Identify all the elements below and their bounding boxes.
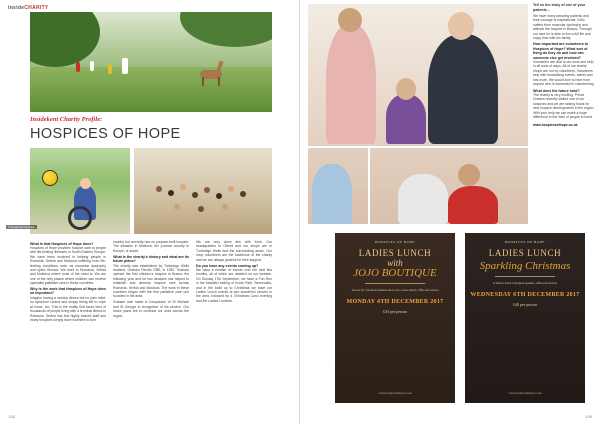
poster-info: Join us for a fabulous fashion show, two course lunch, raffle and auction bbox=[351, 288, 439, 292]
person-head bbox=[204, 187, 210, 193]
tree-shape bbox=[30, 12, 100, 67]
section-label: insideCHARITY bbox=[8, 5, 49, 11]
wheelchair-wheel bbox=[68, 206, 92, 230]
patient-head bbox=[458, 164, 480, 186]
deer-leg bbox=[218, 77, 220, 86]
answer-paragraph: country but currently has no purpose-built hospice. The situation in Moldova, the poorest country in Europe, is worse. bbox=[113, 240, 189, 253]
man-head bbox=[448, 12, 474, 40]
poster-logo: HOSPICES OF HOPE bbox=[375, 240, 415, 244]
tree-shape bbox=[180, 12, 272, 47]
question-heading: What is the charity's history and what are its future plans? bbox=[113, 254, 189, 264]
child-head bbox=[396, 78, 416, 100]
website-link[interactable]: www.hospicesofhope.co.uk bbox=[533, 123, 578, 128]
poster-footer: www.hospicesofhope.co.uk bbox=[378, 391, 412, 395]
nurse-figure bbox=[398, 174, 448, 224]
poster-connector: with bbox=[387, 258, 403, 268]
grass-area bbox=[30, 67, 272, 112]
photo-divider bbox=[368, 146, 370, 224]
text-column-2 bbox=[113, 240, 189, 319]
person-head bbox=[198, 206, 204, 212]
poster-logo: HOSPICES OF HOPE bbox=[505, 240, 545, 244]
answer-paragraph: Hospices of Hope provides hospice care to people with life-limiting illnesses in South Eastern Europe. We have been involved in helping people in Romania, Serbia and Moldova suffering from life-limiting conditions such as muscular dystrophy and cystic fibrosis. We work in Romania, Serbia and Moldova where most of the need is. We are one of the only places where children can receive specialist palliative care in these countries. bbox=[30, 245, 106, 286]
child-figure bbox=[386, 94, 426, 144]
poster-subtitle: JOJO BOUTIQUE bbox=[353, 267, 437, 279]
answer-paragraph: We have many amazing patients and their courage is inspirational. Cells suffers from muscular dystrophy and attends the hospice in Brasov. Through our care he is able to live a full life and enjoy time with his family. bbox=[533, 14, 592, 41]
page-number: 139 bbox=[585, 414, 592, 419]
patient-figure bbox=[448, 186, 498, 224]
runner-figure bbox=[108, 64, 112, 74]
answer-paragraph: Imagine having a serious illness but no pain relief, no symptom control and simply being left to cope at home, too. This is the reality that faces tens of thousands of people living with a terminal illness in Romania. Serbia has few highly trained staff and many hospices simply have nowhere to turn. bbox=[30, 295, 106, 322]
person-head bbox=[168, 190, 174, 196]
ladies-lunch-poster-jojo bbox=[335, 233, 455, 403]
ball-shape bbox=[42, 170, 58, 186]
woman-figure bbox=[326, 24, 376, 144]
poster-date: MONDAY 4TH DECEMBER 2017 bbox=[346, 298, 444, 305]
text-column-3 bbox=[196, 240, 272, 305]
answer-paragraph: The charity is very exciting. Prince Charles recently visited one of our hospices and we are raising funds for new hospice developments in the region. With your help we can make a huge difference to the lives of people in need. bbox=[533, 92, 595, 119]
person-head bbox=[240, 191, 246, 197]
answer-paragraph: We have a number of events over the next few months, all of which are detailed on our website. On Sunday 17th September, we have a Fun Run in the beautiful setting of Knole Park, Sevenoaks, and in the build up to Christmas we have our Ladies Lunch events at two wonderful venues in the area, followed by a Christmas Carol evening and the Ladies Lunches. bbox=[196, 267, 272, 303]
text-column-1 bbox=[30, 240, 106, 324]
person-head bbox=[174, 204, 180, 210]
person-head bbox=[222, 204, 228, 210]
poster-price: £35 per person bbox=[383, 308, 407, 314]
runner-figure bbox=[122, 58, 128, 74]
poster-title: LADIES LUNCH bbox=[358, 248, 432, 258]
question-heading: Why is the work that Hospices of Hope does so important? bbox=[30, 287, 106, 296]
runner-figure bbox=[90, 61, 94, 71]
right-page bbox=[300, 0, 600, 424]
fun-run-photo bbox=[30, 12, 272, 112]
question-heading: How important are volunteers to Hospices of Hope? What sort of thing do they do and how can someone else get involved? bbox=[533, 42, 589, 60]
person-head bbox=[156, 186, 162, 192]
poster-info: A festive lunch with guest speaker, raffle and auction bbox=[493, 281, 557, 285]
deer-leg bbox=[202, 77, 204, 86]
nurse-figure bbox=[312, 164, 352, 224]
poster-flourish bbox=[495, 276, 555, 277]
page-number: 138 bbox=[8, 414, 15, 419]
question-heading: Do you have any events coming up? bbox=[196, 263, 259, 268]
photo-credit: © Hospices of Hope bbox=[8, 225, 35, 229]
man-figure bbox=[428, 34, 498, 144]
ladies-lunch-poster-sparkling bbox=[465, 233, 585, 403]
poster-date: WEDNESDAY 6TH DECEMBER 2017 bbox=[470, 291, 580, 298]
poster-title: LADIES LUNCH bbox=[488, 248, 562, 258]
question-heading: What does the future hold? bbox=[533, 88, 580, 93]
poster-subtitle: Sparkling Christmas bbox=[479, 260, 571, 272]
person-head bbox=[192, 192, 198, 198]
person-head bbox=[180, 184, 186, 190]
person-head bbox=[216, 193, 222, 199]
article-headline: HOSPICES OF HOPE bbox=[30, 126, 181, 142]
poster-price: £40 per person bbox=[513, 301, 537, 307]
runner-figure bbox=[76, 62, 80, 72]
answer-paragraph: The charity was established by Tunbridge Wells resident, Graham Perolls OBE, in 1992. Graham opened the first children's hospice in Brasov the following year and for two decades has helped to establish and develop hospice care across Romania, Serbia and Moldova. The work in these countries began with the first palliative care unit founded in the area. bbox=[113, 263, 189, 299]
right-text-column bbox=[533, 3, 595, 130]
hospital-visit-photo bbox=[308, 4, 528, 224]
wheelchair-photo bbox=[30, 148, 130, 234]
person-head bbox=[228, 186, 234, 192]
question-heading: What is that Hospices of Hope does? bbox=[30, 241, 94, 246]
answer-paragraph: We are very close ties with Kent. Our headquarters in Otford and our shops are in Tunbridge Wells and the surrounding areas. Our shop volunteers are the backbone of the charity and we are always grateful for their support. bbox=[196, 240, 272, 262]
answer-paragraph: Volunteers are vital to our work and help in all sorts of ways. All of our charity shops are run by volunteers. Volunteers help with fundraising events, admin and lots more. We would love to hear from anyone who is interested in volunteering. bbox=[533, 60, 595, 87]
article-kicker: Insidekent Charity Profile: bbox=[30, 116, 103, 123]
woman-head bbox=[338, 8, 362, 32]
poster-flourish bbox=[365, 283, 425, 284]
group-photo bbox=[134, 148, 272, 234]
photo-divider bbox=[308, 146, 528, 148]
poster-footer: www.hospicesofhope.co.uk bbox=[508, 391, 542, 395]
child-head bbox=[80, 178, 91, 189]
question-heading: Tell us the story of one of your patients... bbox=[533, 3, 586, 12]
answer-paragraph: Graham was made a Companion of St Michael and St George in recognition of his service. Our future plans are to continue our work across the region. bbox=[113, 300, 189, 318]
